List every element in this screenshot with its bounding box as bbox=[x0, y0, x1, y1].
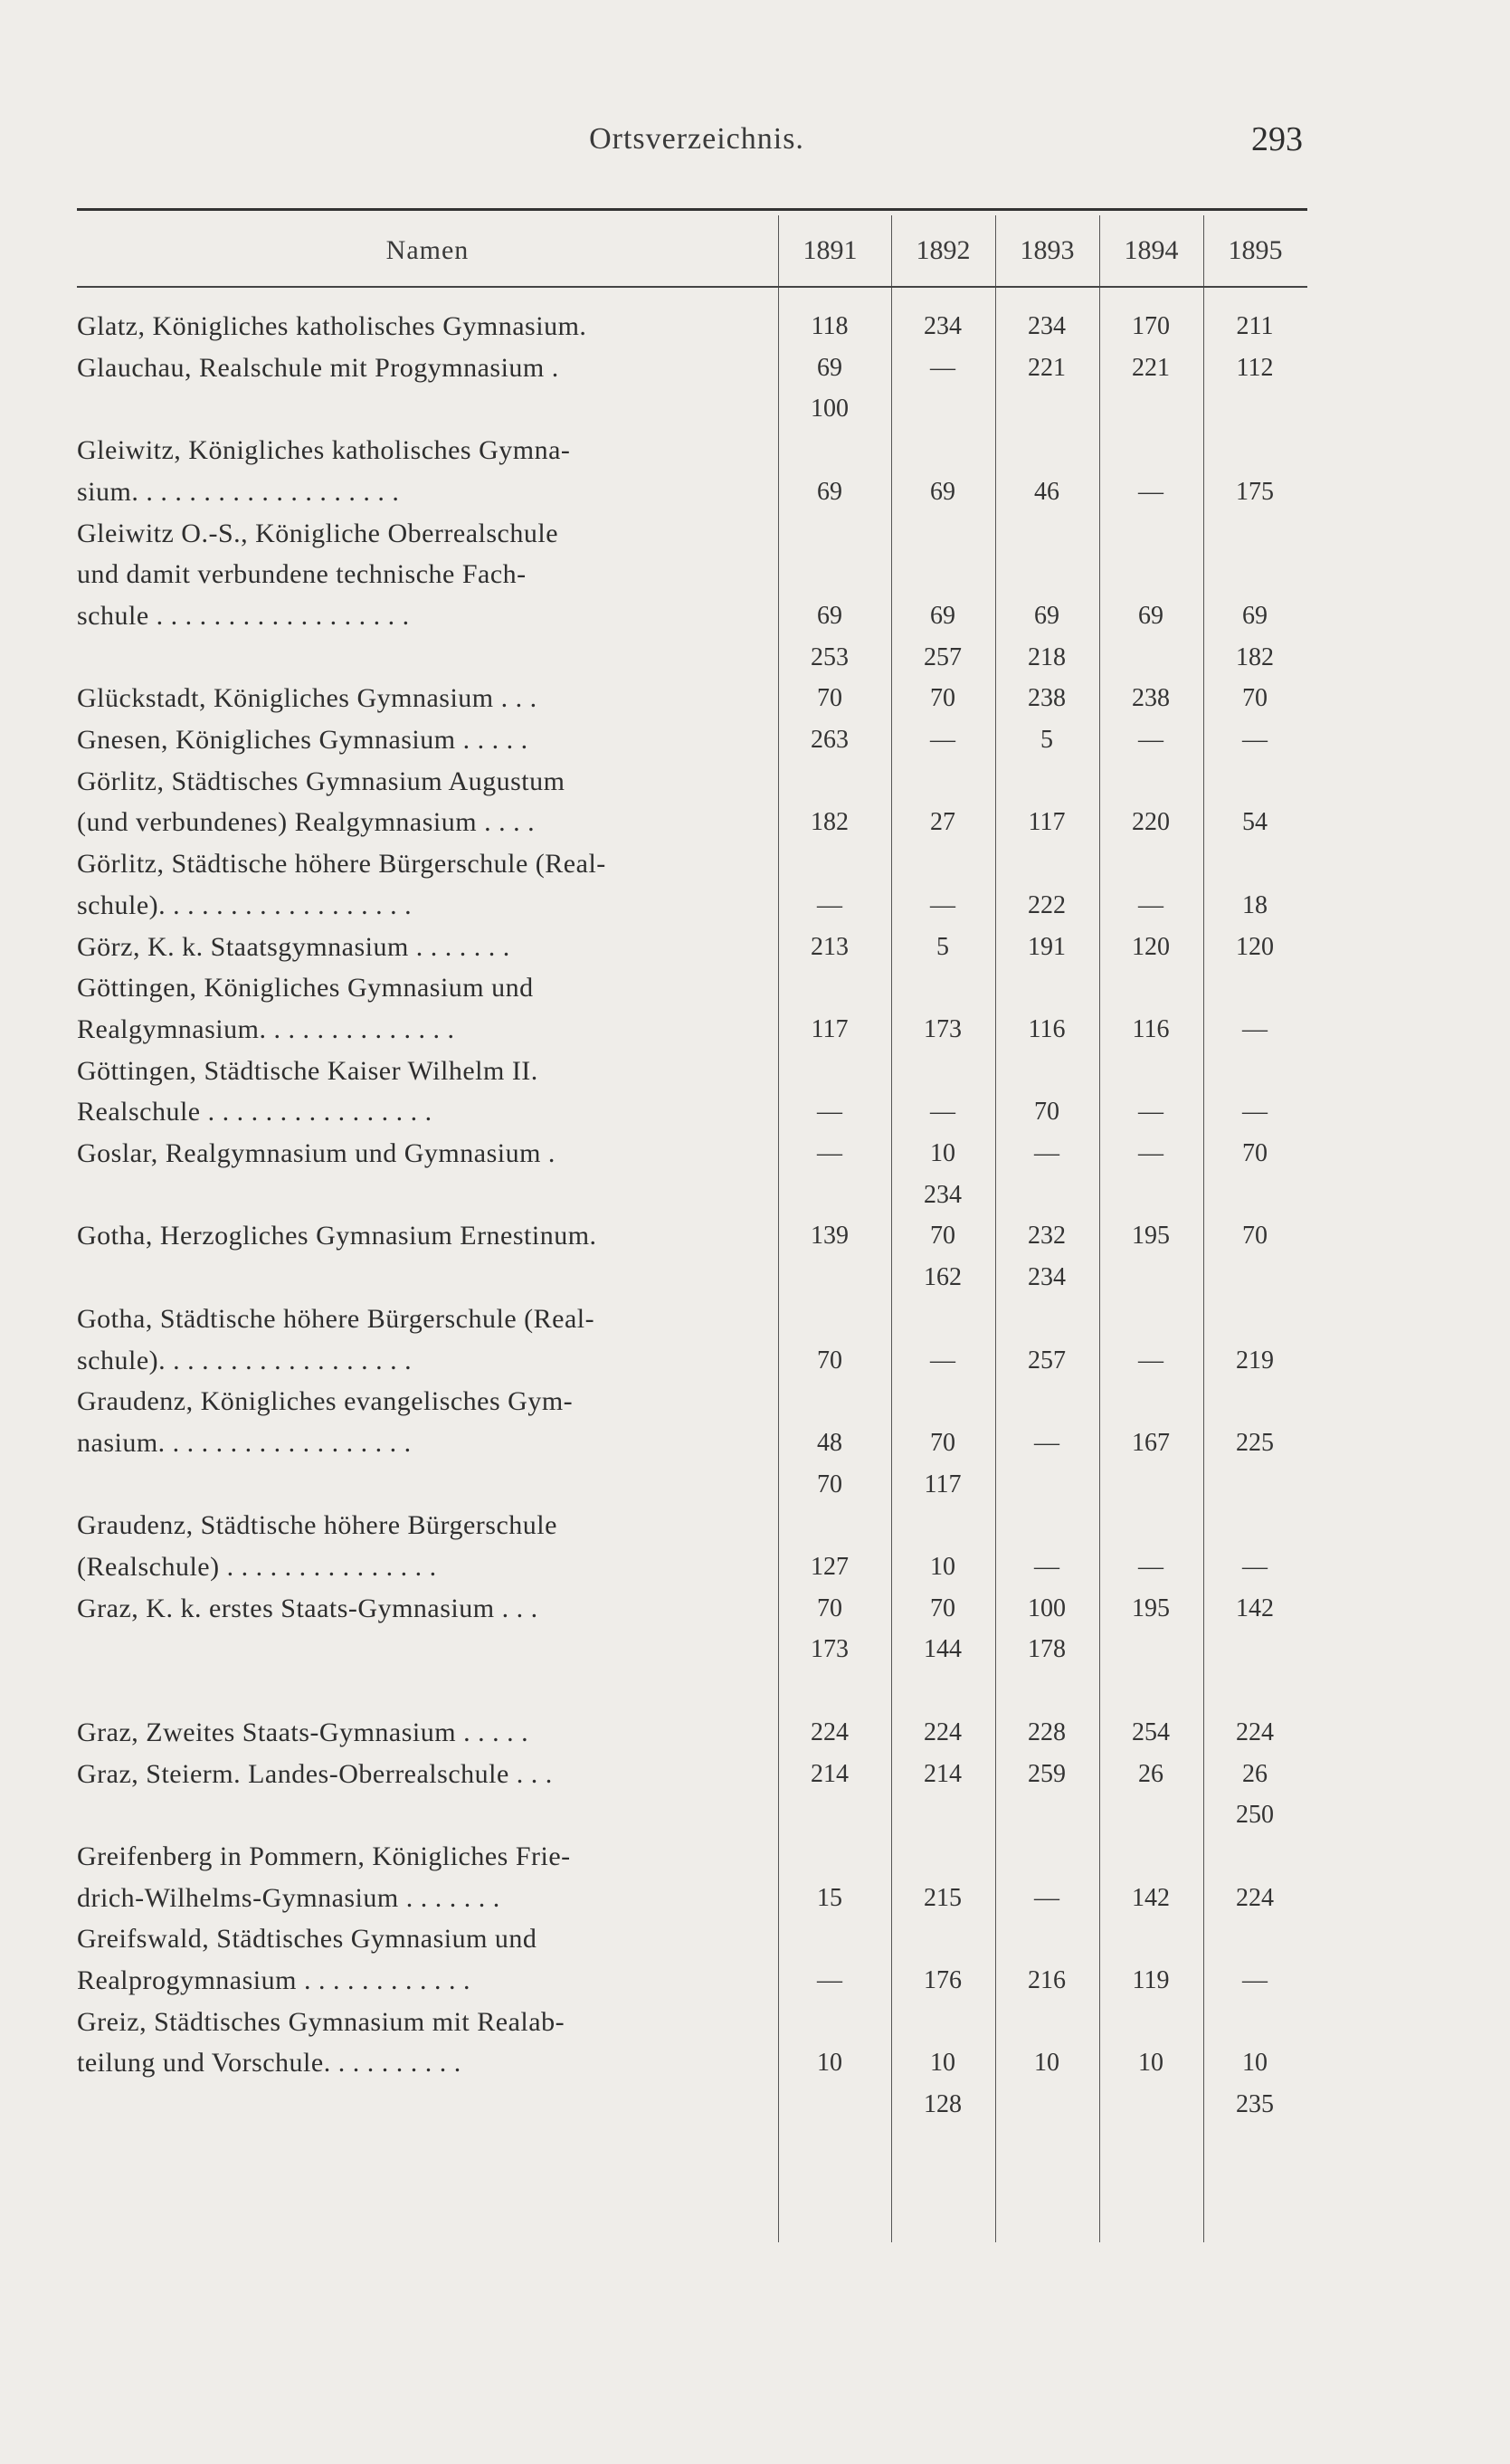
table-row bbox=[77, 306, 1307, 347]
cell-value: 70 bbox=[1242, 684, 1268, 713]
row-name: Görlitz, Städtisches Gymnasium Augustum bbox=[77, 766, 565, 796]
table-row bbox=[77, 1546, 1307, 1588]
table-row bbox=[77, 595, 1307, 637]
cell-value: — bbox=[930, 1346, 955, 1375]
table-row bbox=[77, 388, 1307, 430]
cell-value: 142 bbox=[1132, 1883, 1170, 1912]
row-name: teilung und Vorschule. . . . . . . . . . bbox=[77, 2048, 461, 2079]
table-row bbox=[77, 1422, 1307, 1464]
table-row bbox=[77, 678, 1307, 719]
cell-value: 10 bbox=[930, 1553, 955, 1581]
row-name: Glauchau, Realschule mit Progymnasium . bbox=[77, 352, 559, 383]
cell-value: 224 bbox=[1236, 1883, 1274, 1912]
cell-value: 116 bbox=[1028, 1014, 1066, 1043]
cell-value: 10 bbox=[1138, 2049, 1163, 2078]
cell-value: 238 bbox=[1132, 684, 1170, 713]
cell-value: 220 bbox=[1132, 808, 1170, 837]
cell-value: 127 bbox=[811, 1553, 849, 1581]
cell-value: 26 bbox=[1242, 1759, 1268, 1788]
cell-value: — bbox=[1242, 1014, 1268, 1043]
cell-value: 219 bbox=[1236, 1346, 1274, 1375]
table-row bbox=[77, 1340, 1307, 1382]
cell-value: 100 bbox=[1028, 1594, 1066, 1622]
row-name: nasium. . . . . . . . . . . . . . . . . . bbox=[77, 1427, 412, 1458]
cell-value: — bbox=[1242, 1966, 1268, 1994]
row-name: Greifswald, Städtisches Gymnasium und bbox=[77, 1924, 537, 1955]
cell-value: 120 bbox=[1132, 932, 1170, 961]
row-name: schule). . . . . . . . . . . . . . . . . . bbox=[77, 890, 413, 920]
cell-value: 234 bbox=[924, 312, 962, 340]
cell-value: 10 bbox=[817, 2049, 842, 2078]
cell-value: — bbox=[817, 890, 842, 919]
cell-value: 69 bbox=[817, 353, 842, 382]
cell-value: 69 bbox=[930, 601, 955, 630]
cell-value: 117 bbox=[811, 1014, 849, 1043]
cell-value: 216 bbox=[1028, 1966, 1066, 1994]
cell-value: 144 bbox=[924, 1635, 962, 1664]
cell-value: 178 bbox=[1028, 1635, 1066, 1664]
cell-value: 162 bbox=[924, 1263, 962, 1292]
cell-value: 70 bbox=[1242, 1139, 1268, 1167]
row-name: Glückstadt, Königliches Gymnasium . . . bbox=[77, 683, 537, 714]
cell-value: 69 bbox=[1242, 601, 1268, 630]
cell-value: — bbox=[930, 353, 955, 382]
cell-value: 70 bbox=[1034, 1098, 1059, 1127]
cell-value: — bbox=[817, 1139, 842, 1167]
cell-value: — bbox=[930, 726, 955, 754]
cell-value: 214 bbox=[924, 1759, 962, 1788]
table-row bbox=[77, 1960, 1307, 2002]
cell-value: — bbox=[1138, 1098, 1163, 1127]
cell-value: 238 bbox=[1028, 684, 1066, 713]
table-row bbox=[77, 513, 1307, 555]
cell-value: 70 bbox=[1242, 1222, 1268, 1251]
table-header bbox=[77, 215, 1307, 288]
row-name: schule . . . . . . . . . . . . . . . . . . bbox=[77, 600, 410, 631]
table-row bbox=[77, 719, 1307, 761]
table-row bbox=[77, 1464, 1307, 1506]
cell-value: 211 bbox=[1236, 312, 1274, 340]
row-name: (Realschule) . . . . . . . . . . . . . . . bbox=[77, 1552, 437, 1582]
cell-value: 117 bbox=[924, 1470, 962, 1498]
cell-value: 176 bbox=[924, 1966, 962, 1994]
cell-value: 70 bbox=[817, 1346, 842, 1375]
cell-value: 69 bbox=[817, 601, 842, 630]
table-row bbox=[77, 1918, 1307, 1960]
row-name: sium. . . . . . . . . . . . . . . . . . . bbox=[77, 476, 400, 507]
table-row bbox=[77, 1133, 1307, 1175]
table-row bbox=[77, 843, 1307, 885]
cell-value: 222 bbox=[1028, 890, 1066, 919]
row-name: Görlitz, Städtische höhere Bürgerschule (Real- bbox=[77, 849, 606, 880]
table-row bbox=[77, 2002, 1307, 2043]
cell-value: 228 bbox=[1028, 1717, 1066, 1746]
cell-value: — bbox=[930, 890, 955, 919]
table-row bbox=[77, 885, 1307, 927]
table-row bbox=[77, 1215, 1307, 1257]
row-name: Goslar, Realgymnasium und Gymnasium . bbox=[77, 1138, 556, 1168]
row-name: Göttingen, Städtische Kaiser Wilhelm II. bbox=[77, 1055, 538, 1086]
cell-value: — bbox=[1034, 1553, 1059, 1581]
cell-value: 69 bbox=[817, 477, 842, 506]
cell-value: 10 bbox=[930, 1139, 955, 1167]
cell-value: 173 bbox=[811, 1635, 849, 1664]
row-name: Graudenz, Königliches evangelisches Gym- bbox=[77, 1386, 574, 1417]
cell-value: 70 bbox=[930, 1594, 955, 1622]
cell-value: 167 bbox=[1132, 1428, 1170, 1457]
cell-value: 10 bbox=[1034, 2049, 1059, 2078]
table-row bbox=[77, 1712, 1307, 1754]
row-name: Realprogymnasium . . . . . . . . . . . . bbox=[77, 1965, 470, 1995]
table-row bbox=[77, 1051, 1307, 1092]
cell-value: 18 bbox=[1242, 890, 1268, 919]
cell-value: 139 bbox=[811, 1222, 849, 1251]
column-header-name: Namen bbox=[385, 235, 470, 265]
table-row bbox=[77, 1794, 1307, 1836]
table-row bbox=[77, 1588, 1307, 1630]
cell-value: 112 bbox=[1236, 353, 1274, 382]
register-table bbox=[77, 215, 1307, 2242]
cell-value: 15 bbox=[817, 1883, 842, 1912]
row-name: Greifenberg in Pommern, Königliches Frie- bbox=[77, 1841, 571, 1871]
cell-value: 182 bbox=[1236, 642, 1274, 671]
cell-value: 257 bbox=[1028, 1346, 1066, 1375]
cell-value: 253 bbox=[811, 642, 849, 671]
cell-value: 142 bbox=[1236, 1594, 1274, 1622]
cell-value: 259 bbox=[1028, 1759, 1066, 1788]
table-row bbox=[77, 1175, 1307, 1216]
cell-value: 70 bbox=[930, 1222, 955, 1251]
cell-value: 120 bbox=[1236, 932, 1274, 961]
cell-value: 224 bbox=[811, 1717, 849, 1746]
cell-value: 191 bbox=[1028, 932, 1066, 961]
cell-value: 128 bbox=[924, 2090, 962, 2119]
cell-value: 170 bbox=[1132, 312, 1170, 340]
cell-value: — bbox=[1138, 890, 1163, 919]
column-header-year: 1895 bbox=[1228, 235, 1283, 265]
cell-value: 5 bbox=[936, 932, 949, 961]
column-header-year: 1894 bbox=[1124, 235, 1179, 265]
column-header-year: 1893 bbox=[1020, 235, 1075, 265]
column-header-year: 1892 bbox=[916, 235, 971, 265]
column-header-year: 1891 bbox=[802, 235, 858, 265]
cell-value: 26 bbox=[1138, 1759, 1163, 1788]
row-name: Gleiwitz, Königliches katholisches Gymna- bbox=[77, 435, 571, 466]
table-row bbox=[77, 761, 1307, 803]
table-row bbox=[77, 1299, 1307, 1340]
cell-value: 221 bbox=[1132, 353, 1170, 382]
cell-value: 27 bbox=[930, 808, 955, 837]
cell-value: 224 bbox=[1236, 1717, 1274, 1746]
cell-value: 10 bbox=[1242, 2049, 1268, 2078]
table-row bbox=[77, 2042, 1307, 2084]
cell-value: 234 bbox=[1028, 312, 1066, 340]
cell-value: 100 bbox=[811, 395, 849, 423]
row-name: Gleiwitz O.-S., Königliche Oberrealschule bbox=[77, 518, 559, 548]
table-row bbox=[77, 554, 1307, 595]
table-row bbox=[77, 1009, 1307, 1051]
row-name: und damit verbundene technische Fach- bbox=[77, 559, 527, 590]
cell-value: 234 bbox=[1028, 1263, 1066, 1292]
cell-value: — bbox=[1138, 726, 1163, 754]
cell-value: — bbox=[1138, 1553, 1163, 1581]
row-name: Greiz, Städtisches Gymnasium mit Realab- bbox=[77, 2006, 565, 2037]
table-row bbox=[77, 927, 1307, 968]
cell-value: — bbox=[817, 1966, 842, 1994]
cell-value: 54 bbox=[1242, 808, 1268, 837]
cell-value: — bbox=[930, 1098, 955, 1127]
cell-value: 224 bbox=[924, 1717, 962, 1746]
cell-value: 70 bbox=[817, 1470, 842, 1498]
cell-value: 232 bbox=[1028, 1222, 1066, 1251]
cell-value: 250 bbox=[1236, 1801, 1274, 1830]
table-row bbox=[77, 1091, 1307, 1133]
table-row bbox=[77, 1257, 1307, 1299]
cell-value: 69 bbox=[930, 477, 955, 506]
cell-value: 70 bbox=[817, 684, 842, 713]
table-row bbox=[77, 1754, 1307, 1795]
cell-value: — bbox=[1242, 726, 1268, 754]
row-name: Gotha, Herzogliches Gymnasium Ernestinum. bbox=[77, 1221, 597, 1251]
cell-value: 119 bbox=[1132, 1966, 1170, 1994]
cell-value: 213 bbox=[811, 932, 849, 961]
row-name: Gnesen, Königliches Gymnasium . . . . . bbox=[77, 725, 528, 755]
cell-value: 215 bbox=[924, 1883, 962, 1912]
cell-value: 257 bbox=[924, 642, 962, 671]
cell-value: 116 bbox=[1132, 1014, 1170, 1043]
cell-value: 173 bbox=[924, 1014, 962, 1043]
row-name: Graudenz, Städtische höhere Bürgerschule bbox=[77, 1510, 557, 1541]
cell-value: 218 bbox=[1028, 642, 1066, 671]
row-name: Göttingen, Königliches Gymnasium und bbox=[77, 973, 534, 1004]
cell-value: 263 bbox=[811, 726, 849, 754]
row-name: Graz, Steierm. Landes-Oberrealschule . . . bbox=[77, 1758, 553, 1789]
row-name: drich-Wilhelms-Gymnasium . . . . . . . bbox=[77, 1882, 500, 1913]
row-name: Realgymnasium. . . . . . . . . . . . . . bbox=[77, 1013, 455, 1044]
cell-value: — bbox=[1242, 1553, 1268, 1581]
table-row bbox=[77, 430, 1307, 471]
cell-value: 195 bbox=[1132, 1222, 1170, 1251]
cell-value: — bbox=[817, 1098, 842, 1127]
cell-value: — bbox=[1242, 1098, 1268, 1127]
cell-value: 117 bbox=[1028, 808, 1066, 837]
cell-value: 234 bbox=[924, 1180, 962, 1209]
table-row bbox=[77, 347, 1307, 389]
row-name: Görz, K. k. Staatsgymnasium . . . . . . . bbox=[77, 931, 510, 962]
table-row bbox=[77, 471, 1307, 513]
cell-value: — bbox=[1138, 477, 1163, 506]
cell-value: 5 bbox=[1040, 726, 1053, 754]
cell-value: 70 bbox=[930, 1428, 955, 1457]
table-row bbox=[77, 1670, 1307, 1712]
cell-value: 70 bbox=[817, 1594, 842, 1622]
cell-value: — bbox=[1034, 1139, 1059, 1167]
cell-value: — bbox=[1034, 1883, 1059, 1912]
row-name: Gotha, Städtische höhere Bürgerschule (Real- bbox=[77, 1303, 595, 1334]
table-row bbox=[77, 2084, 1307, 2126]
table-row bbox=[77, 637, 1307, 679]
cell-value: 195 bbox=[1132, 1594, 1170, 1622]
cell-value: 10 bbox=[930, 2049, 955, 2078]
cell-value: 235 bbox=[1236, 2090, 1274, 2119]
row-name: Glatz, Königliches katholisches Gymnasium. bbox=[77, 311, 587, 341]
cell-value: 254 bbox=[1132, 1717, 1170, 1746]
cell-value: 48 bbox=[817, 1428, 842, 1457]
table-row bbox=[77, 1836, 1307, 1878]
cell-value: 175 bbox=[1236, 477, 1274, 506]
table-row bbox=[77, 967, 1307, 1009]
row-name: Graz, Zweites Staats-Gymnasium . . . . . bbox=[77, 1717, 529, 1747]
top-rule bbox=[77, 208, 1307, 211]
cell-value: 69 bbox=[1034, 601, 1059, 630]
cell-value: 225 bbox=[1236, 1428, 1274, 1457]
row-name: Realschule . . . . . . . . . . . . . . . . bbox=[77, 1097, 432, 1127]
table-row bbox=[77, 802, 1307, 843]
cell-value: 70 bbox=[930, 684, 955, 713]
cell-value: 46 bbox=[1034, 477, 1059, 506]
cell-value: 214 bbox=[811, 1759, 849, 1788]
cell-value: 118 bbox=[811, 312, 849, 340]
row-name: Graz, K. k. erstes Staats-Gymnasium . . . bbox=[77, 1593, 538, 1623]
cell-value: — bbox=[1138, 1346, 1163, 1375]
page-number: 293 bbox=[1251, 120, 1303, 158]
row-name: (und verbundenes) Realgymnasium . . . . bbox=[77, 807, 536, 838]
cell-value: 69 bbox=[1138, 601, 1163, 630]
table-row bbox=[77, 1629, 1307, 1670]
running-title: Ortsverzeichnis. bbox=[589, 122, 804, 156]
cell-value: 221 bbox=[1028, 353, 1066, 382]
row-name: schule). . . . . . . . . . . . . . . . . . bbox=[77, 1345, 413, 1375]
cell-value: — bbox=[1138, 1139, 1163, 1167]
cell-value: 182 bbox=[811, 808, 849, 837]
table-row bbox=[77, 1381, 1307, 1422]
table-row bbox=[77, 1505, 1307, 1546]
table-row bbox=[77, 1878, 1307, 1919]
cell-value: — bbox=[1034, 1428, 1059, 1457]
